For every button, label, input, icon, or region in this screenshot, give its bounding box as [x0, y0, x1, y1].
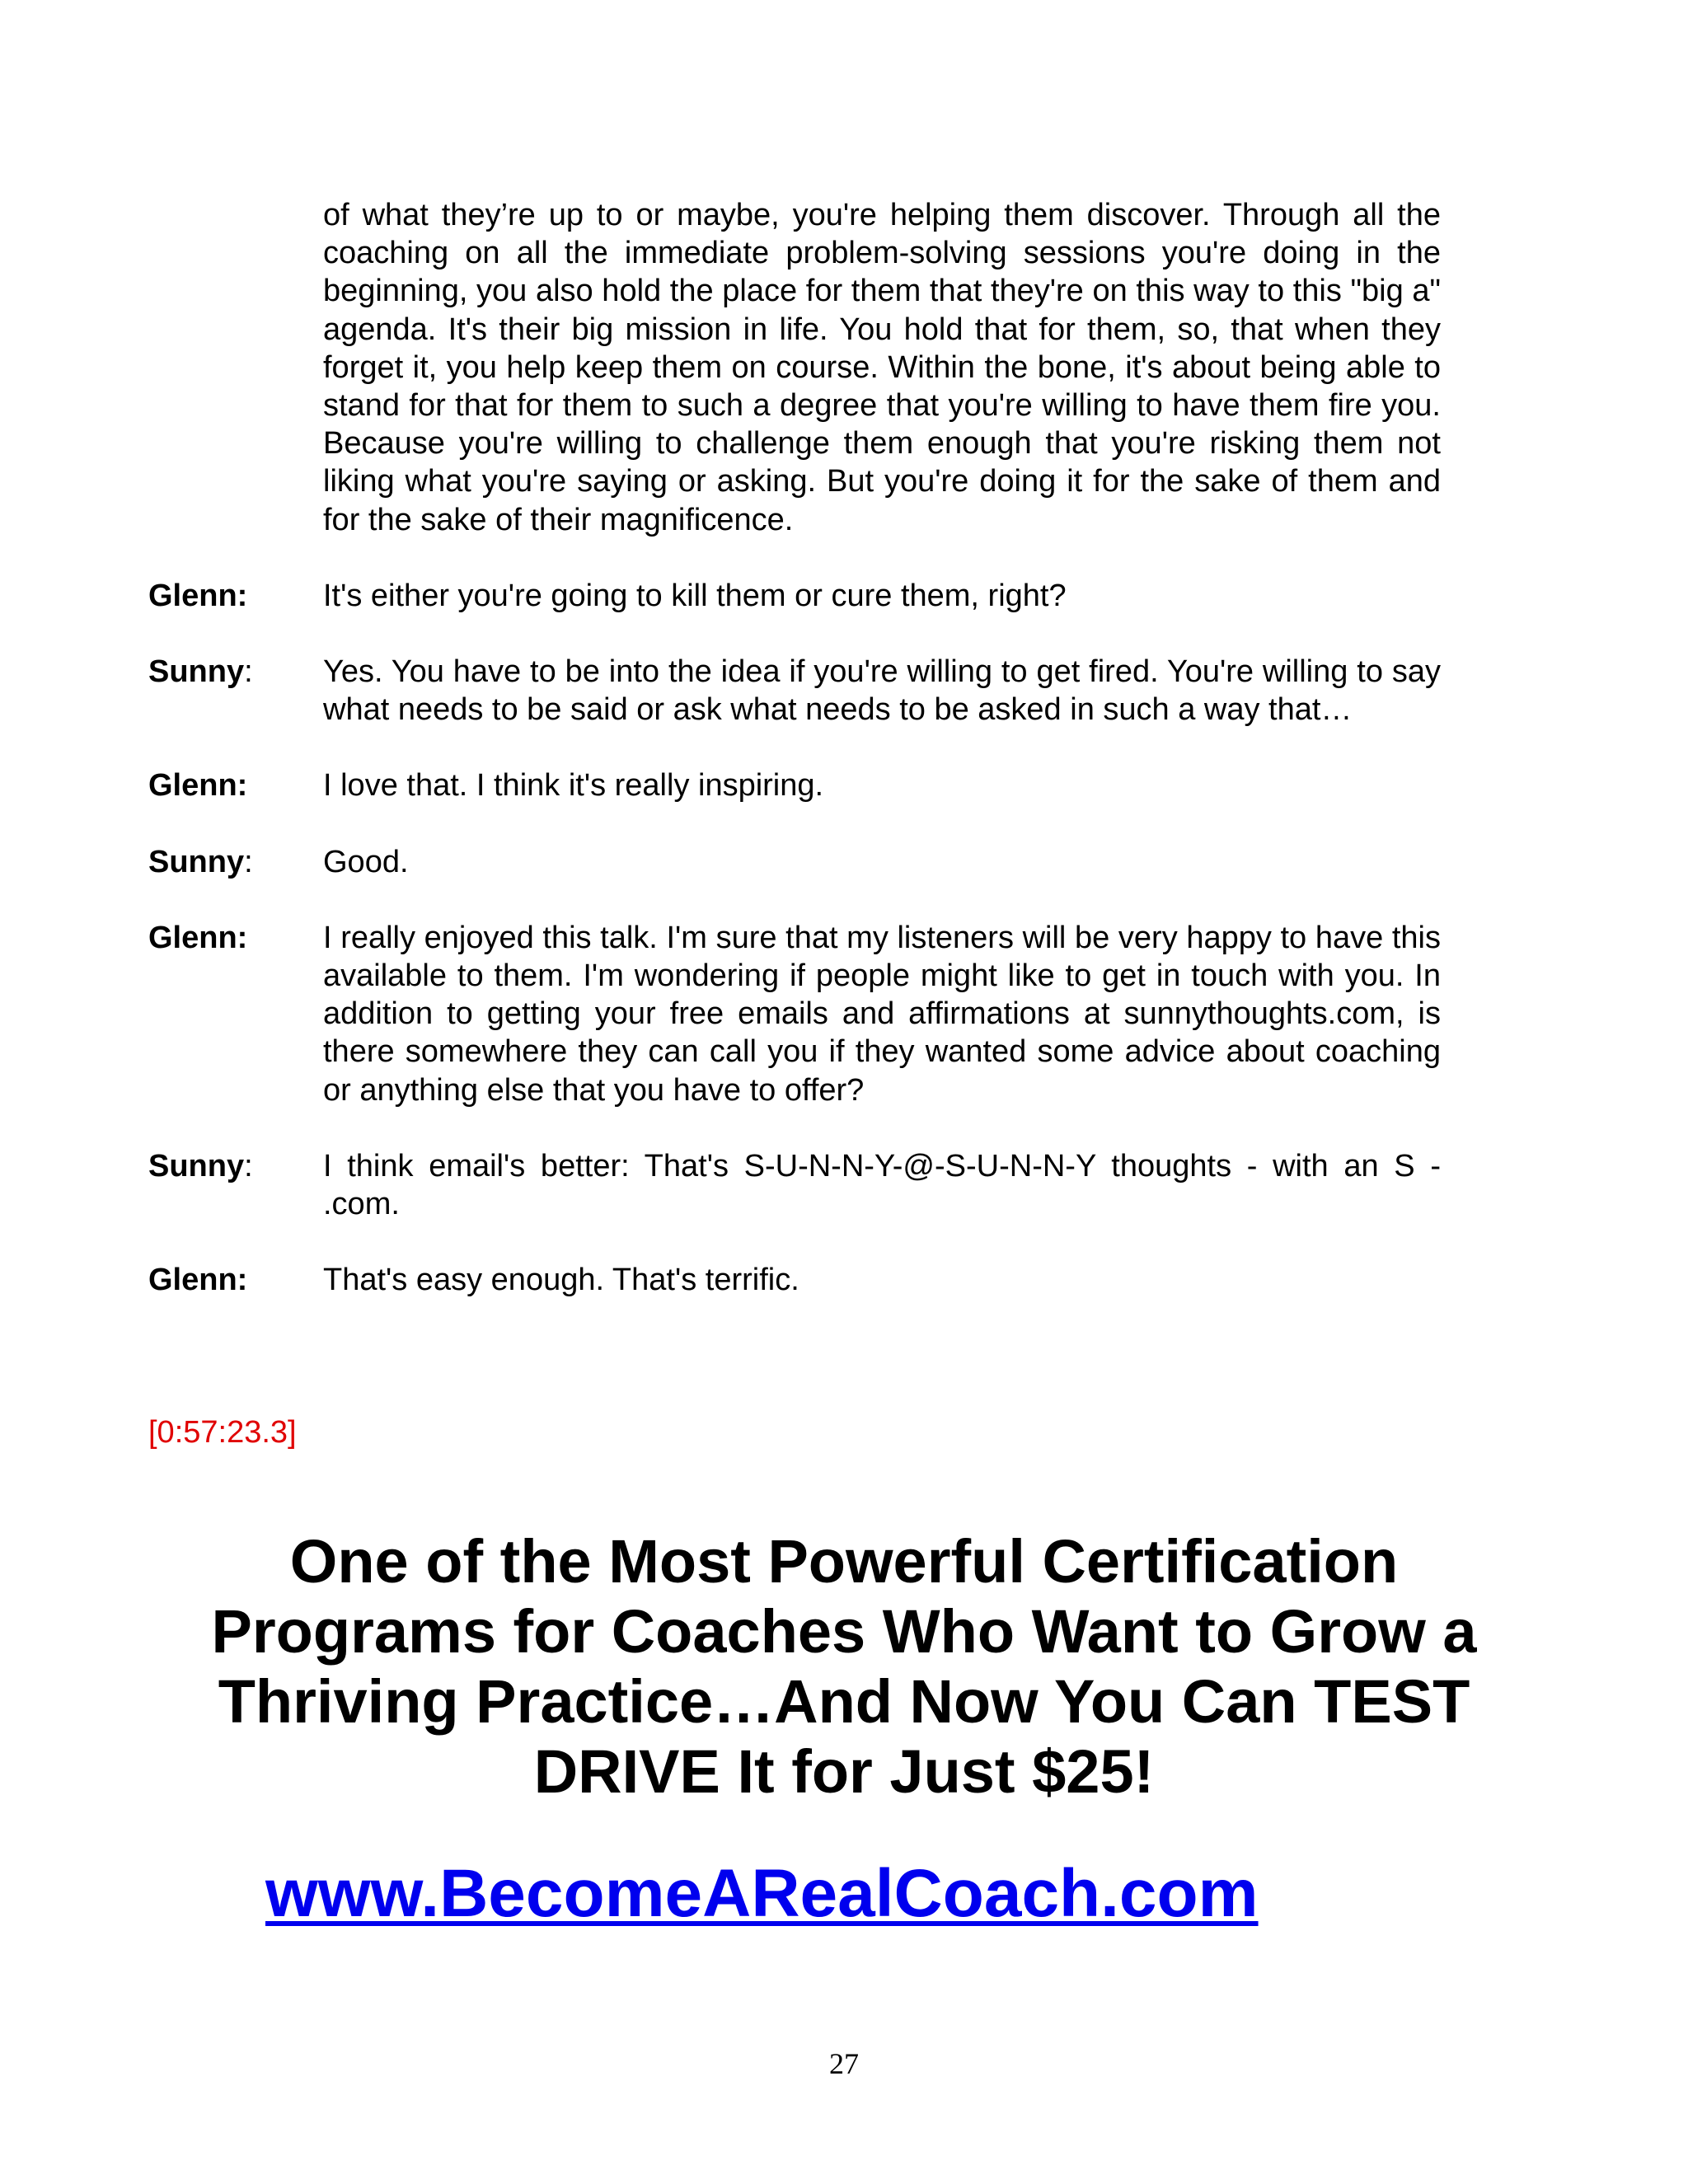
dialogue-turn	[148, 766, 1441, 804]
dialogue-turn	[148, 1261, 1441, 1299]
page-number: 27	[829, 2047, 859, 2080]
dialogue-turn	[148, 577, 1441, 615]
speech-text: It's either you're going to kill them or cure them, right?	[323, 578, 1067, 613]
dialogue-turn	[148, 919, 1441, 1109]
speech-text: That's easy enough. That's terrific.	[323, 1263, 799, 1298]
timestamp: [0:57:23.3]	[148, 1415, 297, 1450]
speaker-label: Sunny:	[148, 844, 253, 879]
promo-headline: One of the Most Powerful Certification Programs for Coaches Who Want to Grow a Thriving Practice…And Now You Can TEST DRIVE It for Just $25!	[211, 1527, 1477, 1806]
continuation-paragraph: of what they’re up to or maybe, you're helping them discover. Through all the coaching on all the immediate problem-solving sessions you're doing in the beginning, you also hold the place for them that they're on this way to this "big a" agenda. It's their big mission in life. You hold that for them, so, that when they forget it, you help keep them on course. Within the bone, it's about being able to stand for that for them to such a degree that you're willing to have them fire you. Because you're willing to challenge them enough that you're risking them not liking what you're saying or asking. But you're doing it for the sake of them and for the sake of their magnificence.	[323, 198, 1441, 537]
speaker-label: Glenn:	[148, 1263, 248, 1298]
speech-text: I think email's better: That's S-U-N-N-Y-@-S-U-N-N-Y thoughts - with an S - .com.	[323, 1148, 1441, 1222]
dialogue-turn	[148, 1147, 1441, 1223]
promo-link[interactable]: www.BecomeARealCoach.com	[265, 1856, 1259, 1931]
speech-text: Yes. You have to be into the idea if you're willing to get fired. You're willing to say what needs to be said or ask what needs to be asked in such a way that…	[323, 654, 1441, 728]
transcript	[148, 196, 1441, 1299]
speech-text: I really enjoyed this talk. I'm sure that my listeners will be very happy to have this available to them. I'm wondering if people might like to get in touch with you. In addition to getting your free emails and affirmations at sunnythoughts.com, is there somewhere they can call you if they wanted some advice about coaching or anything else that you have to offer?	[323, 920, 1441, 1108]
speech-text: Good.	[323, 844, 409, 879]
speaker-label: Glenn:	[148, 768, 248, 804]
speech-text: I love that. I think it's really inspiring.	[323, 768, 824, 804]
speaker-label: Glenn:	[148, 920, 248, 955]
speaker-label: Sunny:	[148, 1148, 253, 1183]
speaker-label: Glenn:	[148, 578, 248, 613]
dialogue-turn	[148, 843, 1441, 881]
speaker-label: Sunny:	[148, 654, 253, 690]
dialogue-turn	[148, 653, 1441, 729]
